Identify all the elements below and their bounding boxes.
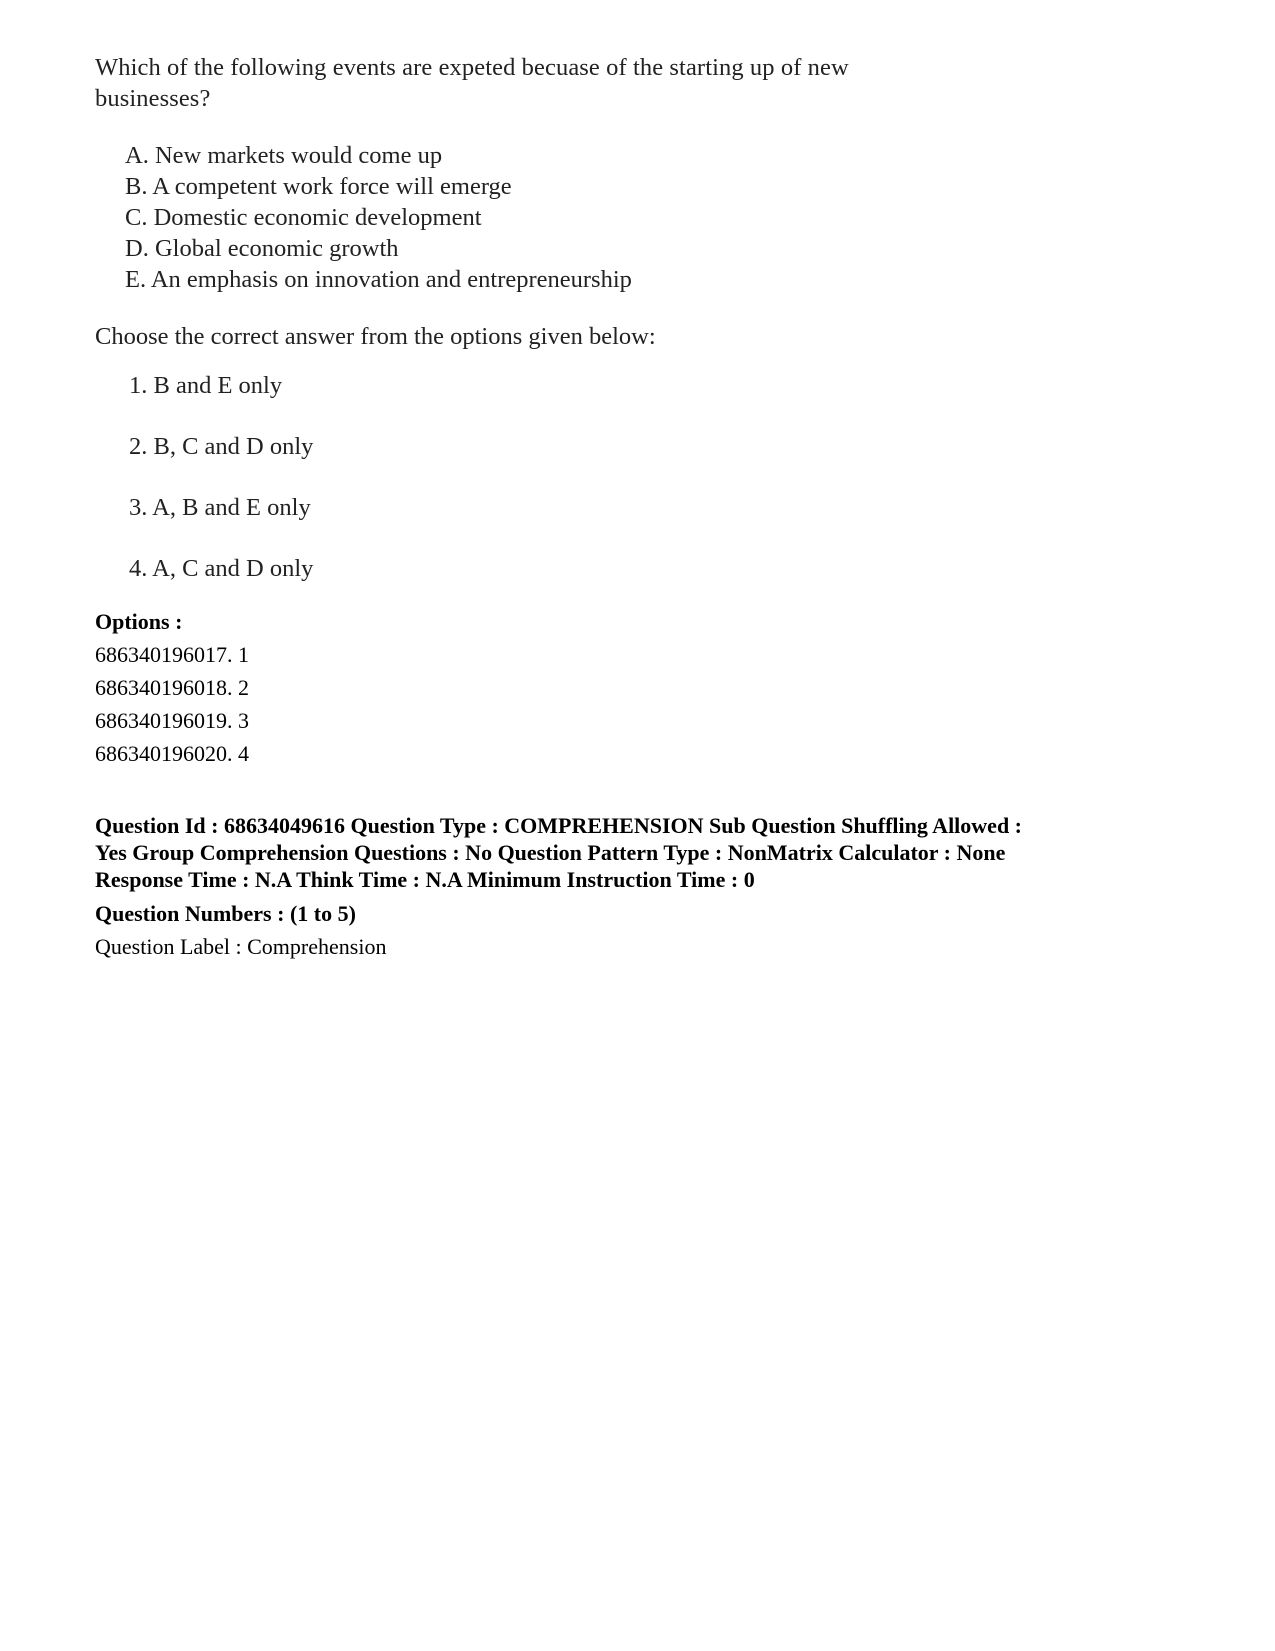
answer-item: 3. A, B and E only: [129, 494, 311, 521]
option-item: 686340196017. 1: [95, 642, 249, 667]
option-item: 686340196020. 4: [95, 741, 249, 766]
answer-item: 4. A, C and D only: [129, 555, 314, 582]
question-text: Which of the following events are expeted becuase of the starting up of new businesses?: [95, 54, 849, 112]
statement-item: A. New markets would come up: [125, 142, 443, 169]
question-image: [95, 52, 955, 584]
answer-item: 1. B and E only: [129, 372, 283, 399]
question-meta: [95, 812, 1185, 893]
option-item: 686340196019. 3: [95, 708, 249, 733]
statement-item: C. Domestic economic development: [125, 204, 482, 231]
options-title: Options :: [95, 609, 183, 634]
statement-item: D. Global economic growth: [125, 235, 399, 262]
question-meta-line: Response Time : N.A Think Time : N.A Minimum Instruction Time : 0: [95, 867, 755, 892]
question-label: Question Label : Comprehension: [95, 934, 387, 959]
question-meta-line: Question Id : 68634049616 Question Type : COMPREHENSION Sub Question Shuffling Allowed :: [95, 813, 1023, 838]
option-item: 686340196018. 2: [95, 675, 249, 700]
statement-item: B. A competent work force will emerge: [125, 173, 512, 200]
answer-item: 2. B, C and D only: [129, 433, 314, 460]
options-section: [95, 605, 249, 770]
choose-prompt: Choose the correct answer from the options given below:: [95, 323, 656, 350]
statement-item: E. An emphasis on innovation and entrepreneurship: [125, 266, 632, 293]
next-question-section: [95, 812, 1185, 963]
question-numbers: Question Numbers : (1 to 5): [95, 901, 356, 926]
answer-list: [95, 370, 955, 584]
question-meta-line: Yes Group Comprehension Questions : No Question Pattern Type : NonMatrix Calculator : None: [95, 840, 1006, 865]
statement-list: [95, 140, 955, 295]
